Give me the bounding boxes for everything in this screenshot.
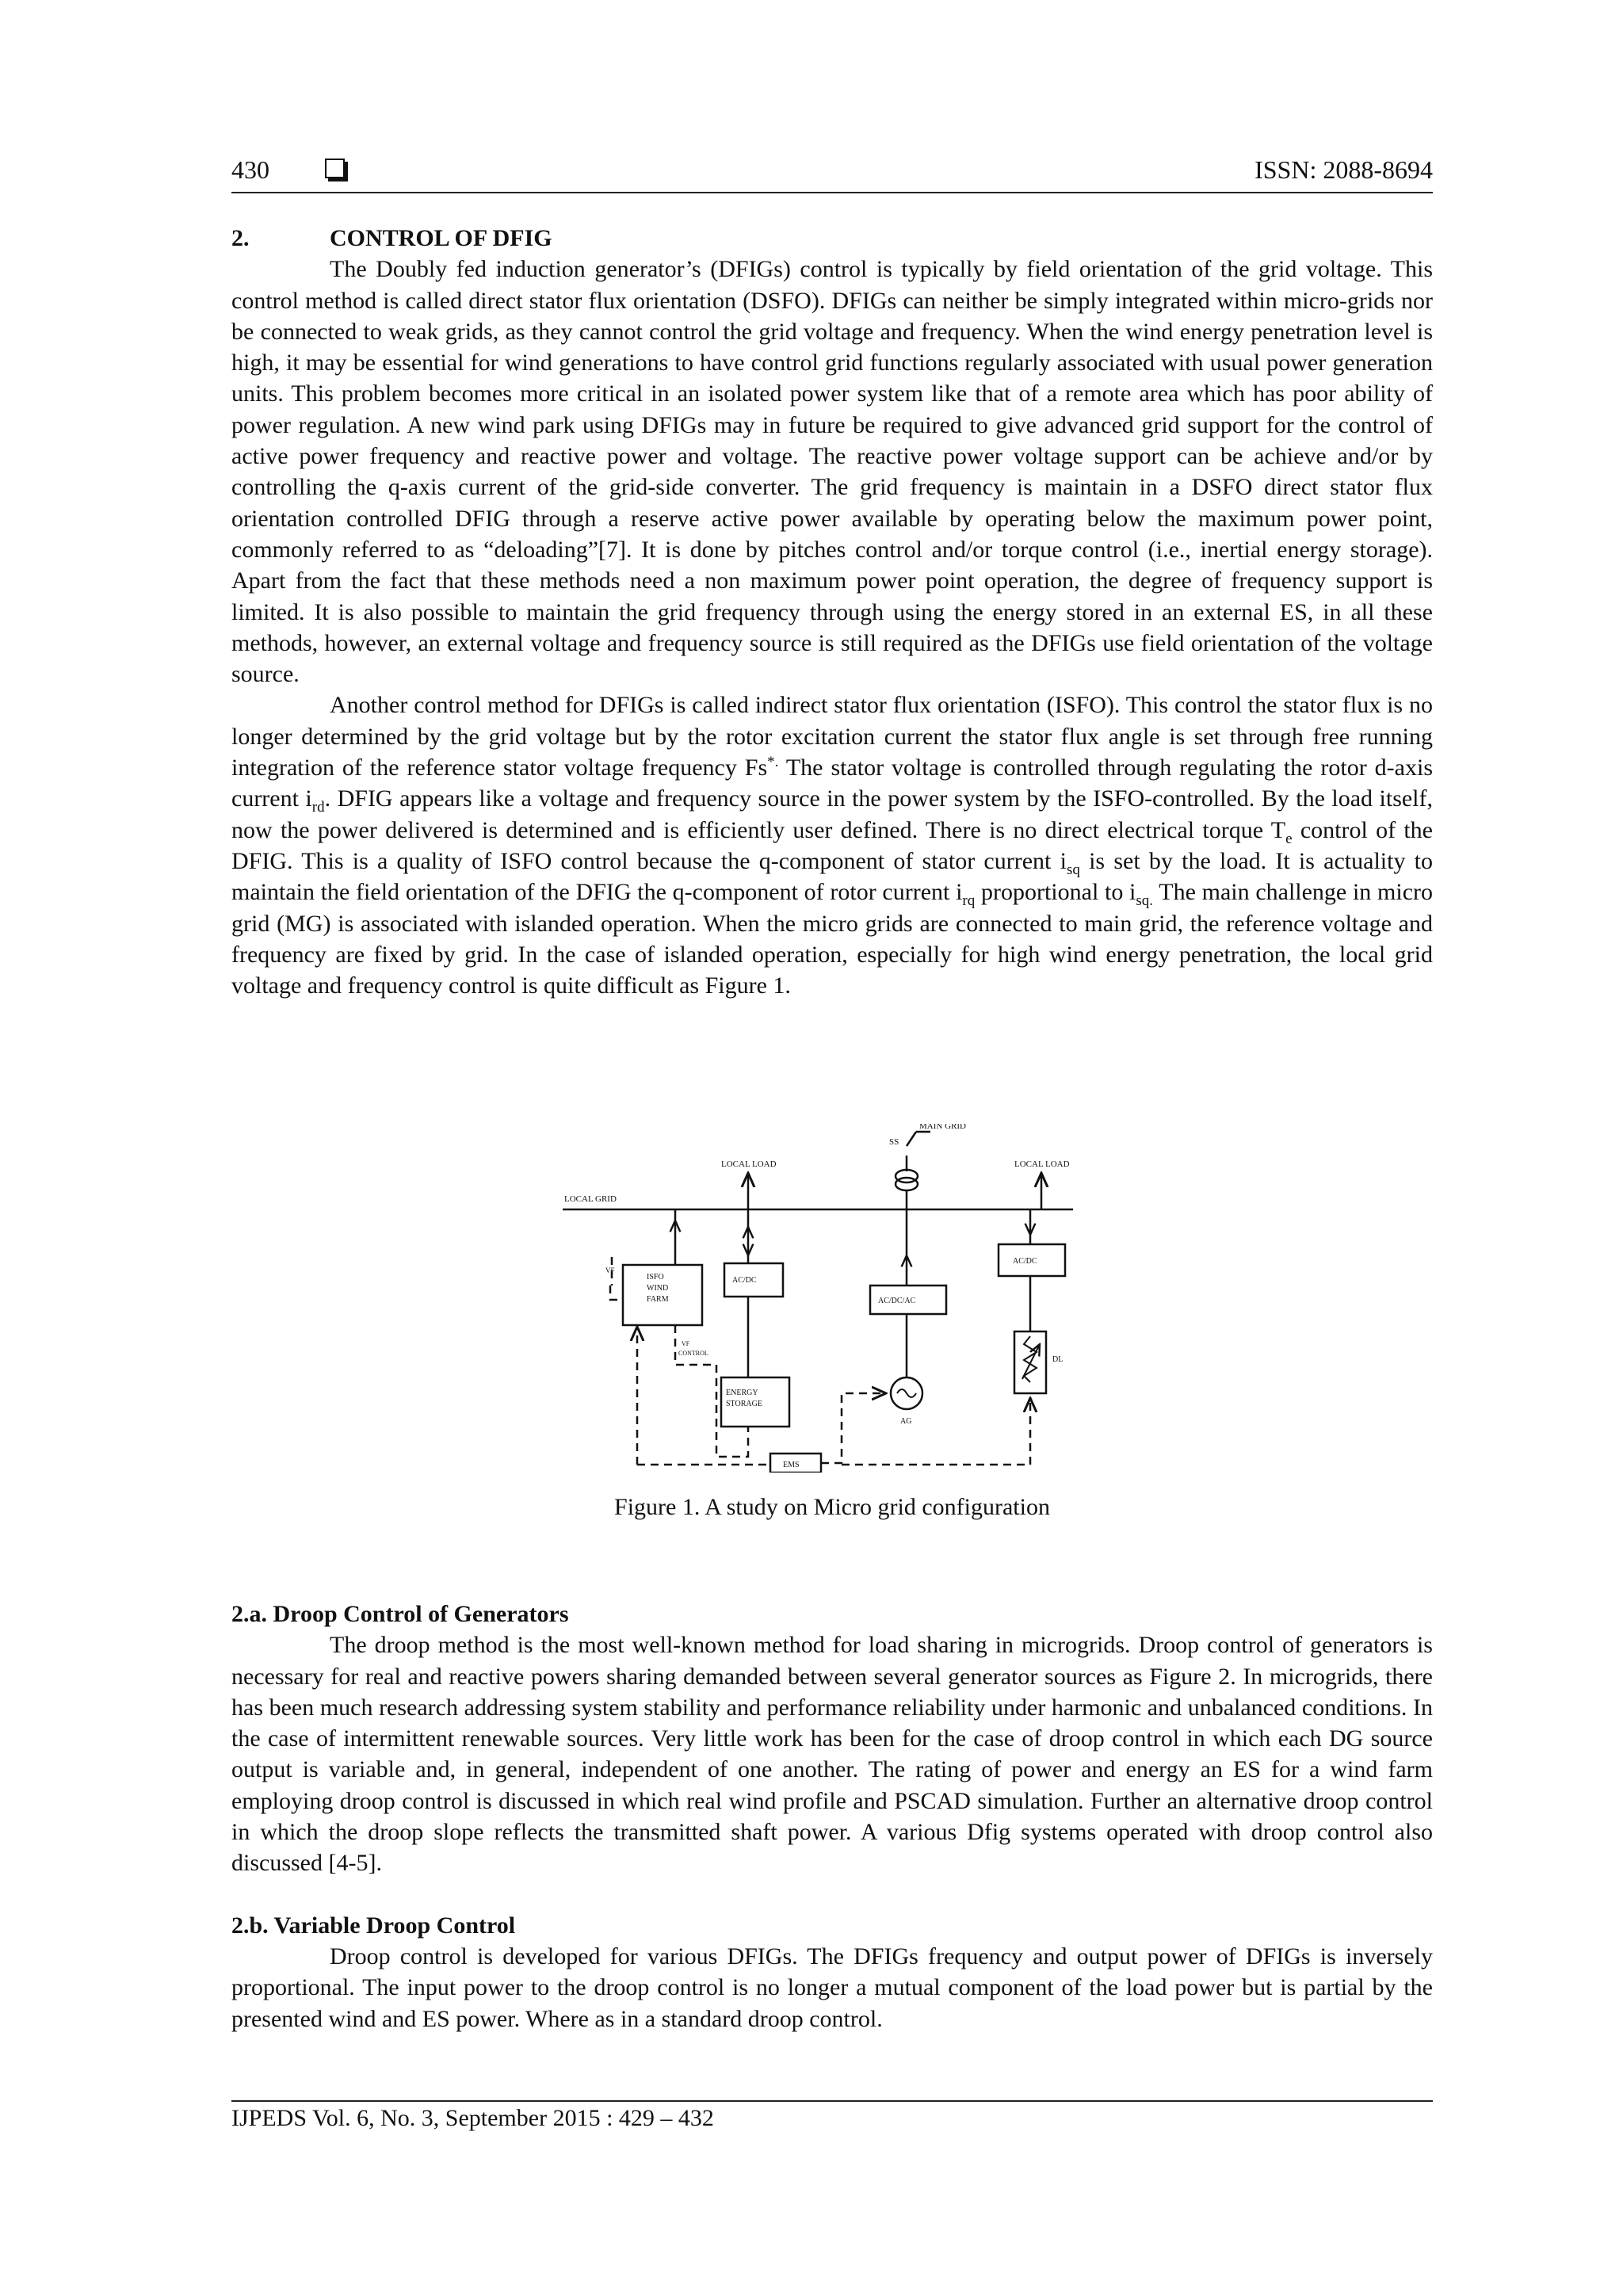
isfo-label-2: WIND	[647, 1284, 669, 1293]
isfo-label-1: ISFO	[647, 1273, 664, 1282]
local-load-left-label: LOCAL LOAD	[721, 1159, 777, 1169]
vf-control-label-2: CONTROL	[678, 1350, 708, 1357]
local-load-right-label: LOCAL LOAD	[1014, 1159, 1070, 1169]
subsections	[231, 1599, 1433, 2034]
paragraph-2: Another control method for DFIGs is called indirect stator flux orientation (ISFO). This control the stator flux is no longer determined by the grid voltage but by the rotor excitation current the stator flux angle is set through free running integration of the reference stator voltage frequency Fs*. The stator voltage is controlled through regulating the rotor d-axis current $i_{rd}$. DFIG appears like a voltage and frequency source in the power system by the ISFO-controlled. By the load itself, now the power delivered is determined and is efficiently user defined. There is no direct electrical torque $T_e$ control of the DFIG. This is a quality of ISFO control because the q-component of stator current $i_{sq}$ is set by the load. It is actuality to maintain the field orientation of the DFIG the q-component of rotor current $i_{rq}$ proportional to $i_{sq.}$ The main challenge in micro grid (MG) is associated with islanded operation. When the micro grids are connected to main grid, the reference voltage and frequency are fixed by grid. In the case of islanded operation, especially for high wind energy penetration, the local grid voltage and frequency control is quite difficult as Figure 1.	[231, 692, 1434, 999]
ems-ag-line	[821, 1393, 886, 1463]
ss-label: SS	[889, 1137, 899, 1147]
main-grid-label: MAIN GRID	[919, 1124, 966, 1131]
page-footer	[231, 2100, 1433, 2132]
energy-storage-label-1: ENERGY	[726, 1389, 758, 1397]
ems-label: EMS	[783, 1461, 800, 1469]
page-number: 430	[231, 155, 269, 184]
acdc-right-label: AC/DC	[1013, 1257, 1037, 1266]
dl-label: DL	[1052, 1355, 1064, 1364]
acdcac-label: AC/DC/AC	[878, 1297, 916, 1305]
subsection-a-text: The droop method is the most well-known method for load sharing in microgrids. Droop control of generators is necessary for real and reactive powers sharing demanded between several generator sources as Figure 2. In microgrids, there has been much research addressing system stability and performance reliability under harmonic and unbalanced conditions. In the case of intermittent renewable sources. Very little work has been for the case of droop control in which each DG source output is variable and, in general, independent of one another. The rating of power and energy an ES for a wind farm employing droop control is discussed in which real wind profile and PSCAD simulation. Further an alternative droop control in which the droop slope reflects the transmitted shaft power. A various Dfig systems operated with droop control also discussed [4-5].	[231, 1632, 1433, 1877]
vf-label: VF	[605, 1266, 615, 1274]
section-body	[231, 223, 1433, 1001]
acdc-left-label: AC/DC	[732, 1276, 757, 1285]
page-header	[231, 155, 1433, 193]
issn: ISSN: 2088-8694	[1254, 155, 1433, 184]
subsection-b-text: Droop control is developed for various DFIGs. The DFIGs frequency and output power of DFIGs is inversely proportional. The input power to the droop control is no longer a mutual component of the load power but is partial by the presented wind and ES power. Where as in a standard droop control.	[231, 1943, 1433, 2032]
energy-storage-label-2: STORAGE	[726, 1400, 762, 1408]
resistor-icon	[1024, 1336, 1037, 1382]
section-title: CONTROL OF DFIG	[330, 225, 552, 251]
subsection-a-title: 2.a. Droop Control of Generators	[231, 1601, 569, 1627]
ems-dl-line	[842, 1398, 1030, 1465]
square-bullet-icon	[325, 159, 345, 178]
figure-caption: Figure 1. A study on Micro grid configuration	[614, 1494, 1050, 1520]
microgrid-figure	[558, 1124, 1113, 1473]
vf-signal-line	[610, 1286, 621, 1300]
isfo-label-3: FARM	[647, 1295, 669, 1304]
section-heading	[231, 223, 1433, 254]
local-grid-label: LOCAL GRID	[564, 1194, 617, 1204]
paragraph-1: The Doubly fed induction generator’s (DFIGs) control is typically by field orientation of the grid voltage. This control method is called direct stator flux orientation (DSFO). DFIGs can neither be simply integrated within micro-grids nor be connected to weak grids, as they cannot control the grid voltage and frequency. When the wind energy penetration level is high, it may be essential for wind generations to have control grid functions regularly associated with usual power generation units. This problem becomes more critical in an isolated power system like that of a remote area which has poor ability of power regulation. A new wind park using DFIGs may in future be required to give advanced grid support for the control of active power frequency and reactive power and voltage. The reactive power voltage support can be achieve and/or by controlling the q-axis current of the grid-side converter. The grid frequency is maintain in a DSFO direct stator flux orientation controlled DFIG through a reserve active power available by operating below the maximum power point, commonly referred to as “deloading”[7]. It is done by pitches control and/or torque control (i.e., inertial energy storage). Apart from the fact that these methods need a non maximum power point operation, the degree of frequency support is limited. It is also possible to maintain the grid frequency through using the energy stored in an external ES, in all these methods, however, an external voltage and frequency source is still required as the DFIGs use field orientation of the voltage source.	[231, 256, 1433, 688]
vf-control-label-1: VF	[682, 1340, 690, 1347]
ag-label: AG	[900, 1417, 912, 1426]
subsection-b-title: 2.b. Variable Droop Control	[231, 1912, 516, 1939]
section-number: 2.	[231, 225, 250, 251]
journal-citation: IJPEDS Vol. 6, No. 3, September 2015 : 429 – 432	[231, 2105, 714, 2131]
